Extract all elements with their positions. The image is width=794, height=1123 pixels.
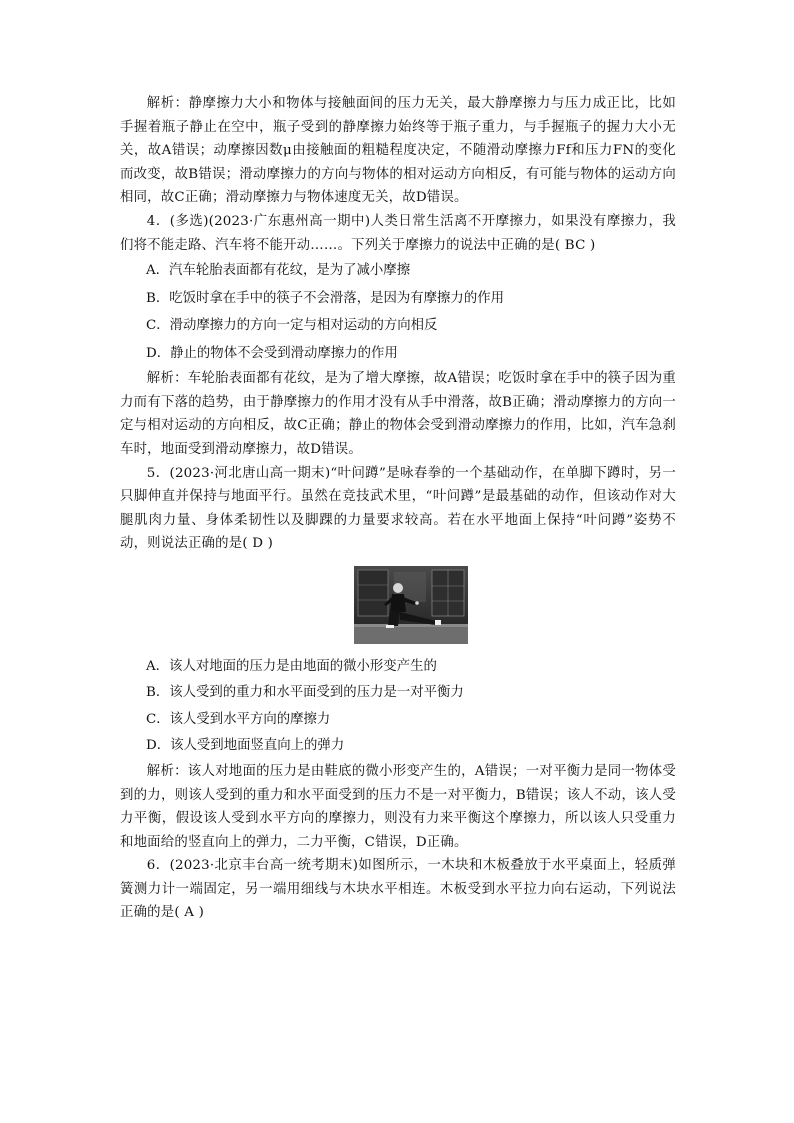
q4-option-d: D．静止的物体不会受到滑动摩擦力的作用 [146, 345, 398, 361]
q4-option-a: A．汽车轮胎表面都有花纹，是为了减小摩擦 [146, 263, 411, 279]
analysis-q3: 解析：静摩擦力大小和物体与接触面间的压力无关，最大静摩擦力与压力成正比，比如手握着瓶子静止在空中，瓶子受到的静摩擦力始终等于瓶子重力，与手握瓶子的握力大小无关，故A错误；动摩擦因数μ由接触面的粗糙程度决定，不随滑动摩擦力Ff和压力FN的变化而改变，故B错误；滑动摩擦力的方向与物体的相对运动方向相反，有可能与物体的运动方向相同，故C正确；滑动摩擦力与物体速度无关，故D错误。 [120, 96, 676, 206]
question-4-stem: 4．(多选)(2023·广东惠州高一期中)人类日常生活离不开摩擦力，如果没有摩擦力，我们将不能走路、汽车将不能开动……。下列关于摩擦力的说法中正确的是( BC ) [120, 213, 676, 253]
q4-option-b: B．吃饭时拿在手中的筷子不会滑落，是因为有摩擦力的作用 [146, 290, 504, 306]
kungfu-squat-photo [354, 566, 468, 644]
q4-option-c: C．滑动摩擦力的方向一定与相对运动的方向相反 [146, 318, 438, 334]
document-page [120, 92, 676, 925]
photo-illustration [354, 566, 468, 644]
analysis-q5: 解析：该人对地面的压力是由鞋底的微小形变产生的，A错误；一对平衡力是同一物体受到的力，则该人受到的重力和水平面受到的压力不是一对平衡力，B错误；该人不动，该人受力平衡，假设该人受到水平方向的摩擦力，则没有力来平衡这个摩擦力，所以该人只受重力和地面给的竖直向上的弹力，二力平衡，C错误，D正确。 [120, 763, 676, 850]
q5-option-a: A．该人对地面的压力是由地面的微小形变产生的 [146, 658, 437, 674]
q5-option-d: D．该人受到地面竖直向上的弹力 [146, 738, 345, 754]
question-6-stem: 6．(2023·北京丰台高一统考期末)如图所示，一木块和木板叠放于水平桌面上，轻质弹簧测力计一端固定，另一端用细线与木块水平相连。木板受到水平拉力向右运动，下列说法正确的是( A ) [120, 858, 676, 921]
q5-option-b: B．该人受到的重力和水平面受到的压力是一对平衡力 [146, 685, 464, 701]
q5-option-c: C．该人受到水平方向的摩擦力 [146, 711, 331, 727]
question-5-stem: 5．(2023·河北唐山高一期末)“叶问蹲”是咏春拳的一个基础动作，在单脚下蹲时，另一只脚伸直并保持与地面平行。虽然在竞技武术里，“叶问蹲”是最基础的动作，但该动作对大腿肌肉力量、身体柔韧性以及脚踝的力量要求较高。若在水平地面上保持“叶问蹲”姿势不动，则说法正确的是( D ) [120, 465, 676, 552]
analysis-q4: 解析：车轮胎表面都有花纹，是为了增大摩擦，故A错误；吃饭时拿在手中的筷子因为重力而有下落的趋势，由于静摩擦力的作用才没有从手中滑落，故B正确；滑动摩擦力的方向一定与相对运动的方向相反，故C正确；静止的物体会受到滑动摩擦力的作用，比如，汽车急刹车时，地面受到滑动摩擦力，故D错误。 [120, 371, 676, 457]
